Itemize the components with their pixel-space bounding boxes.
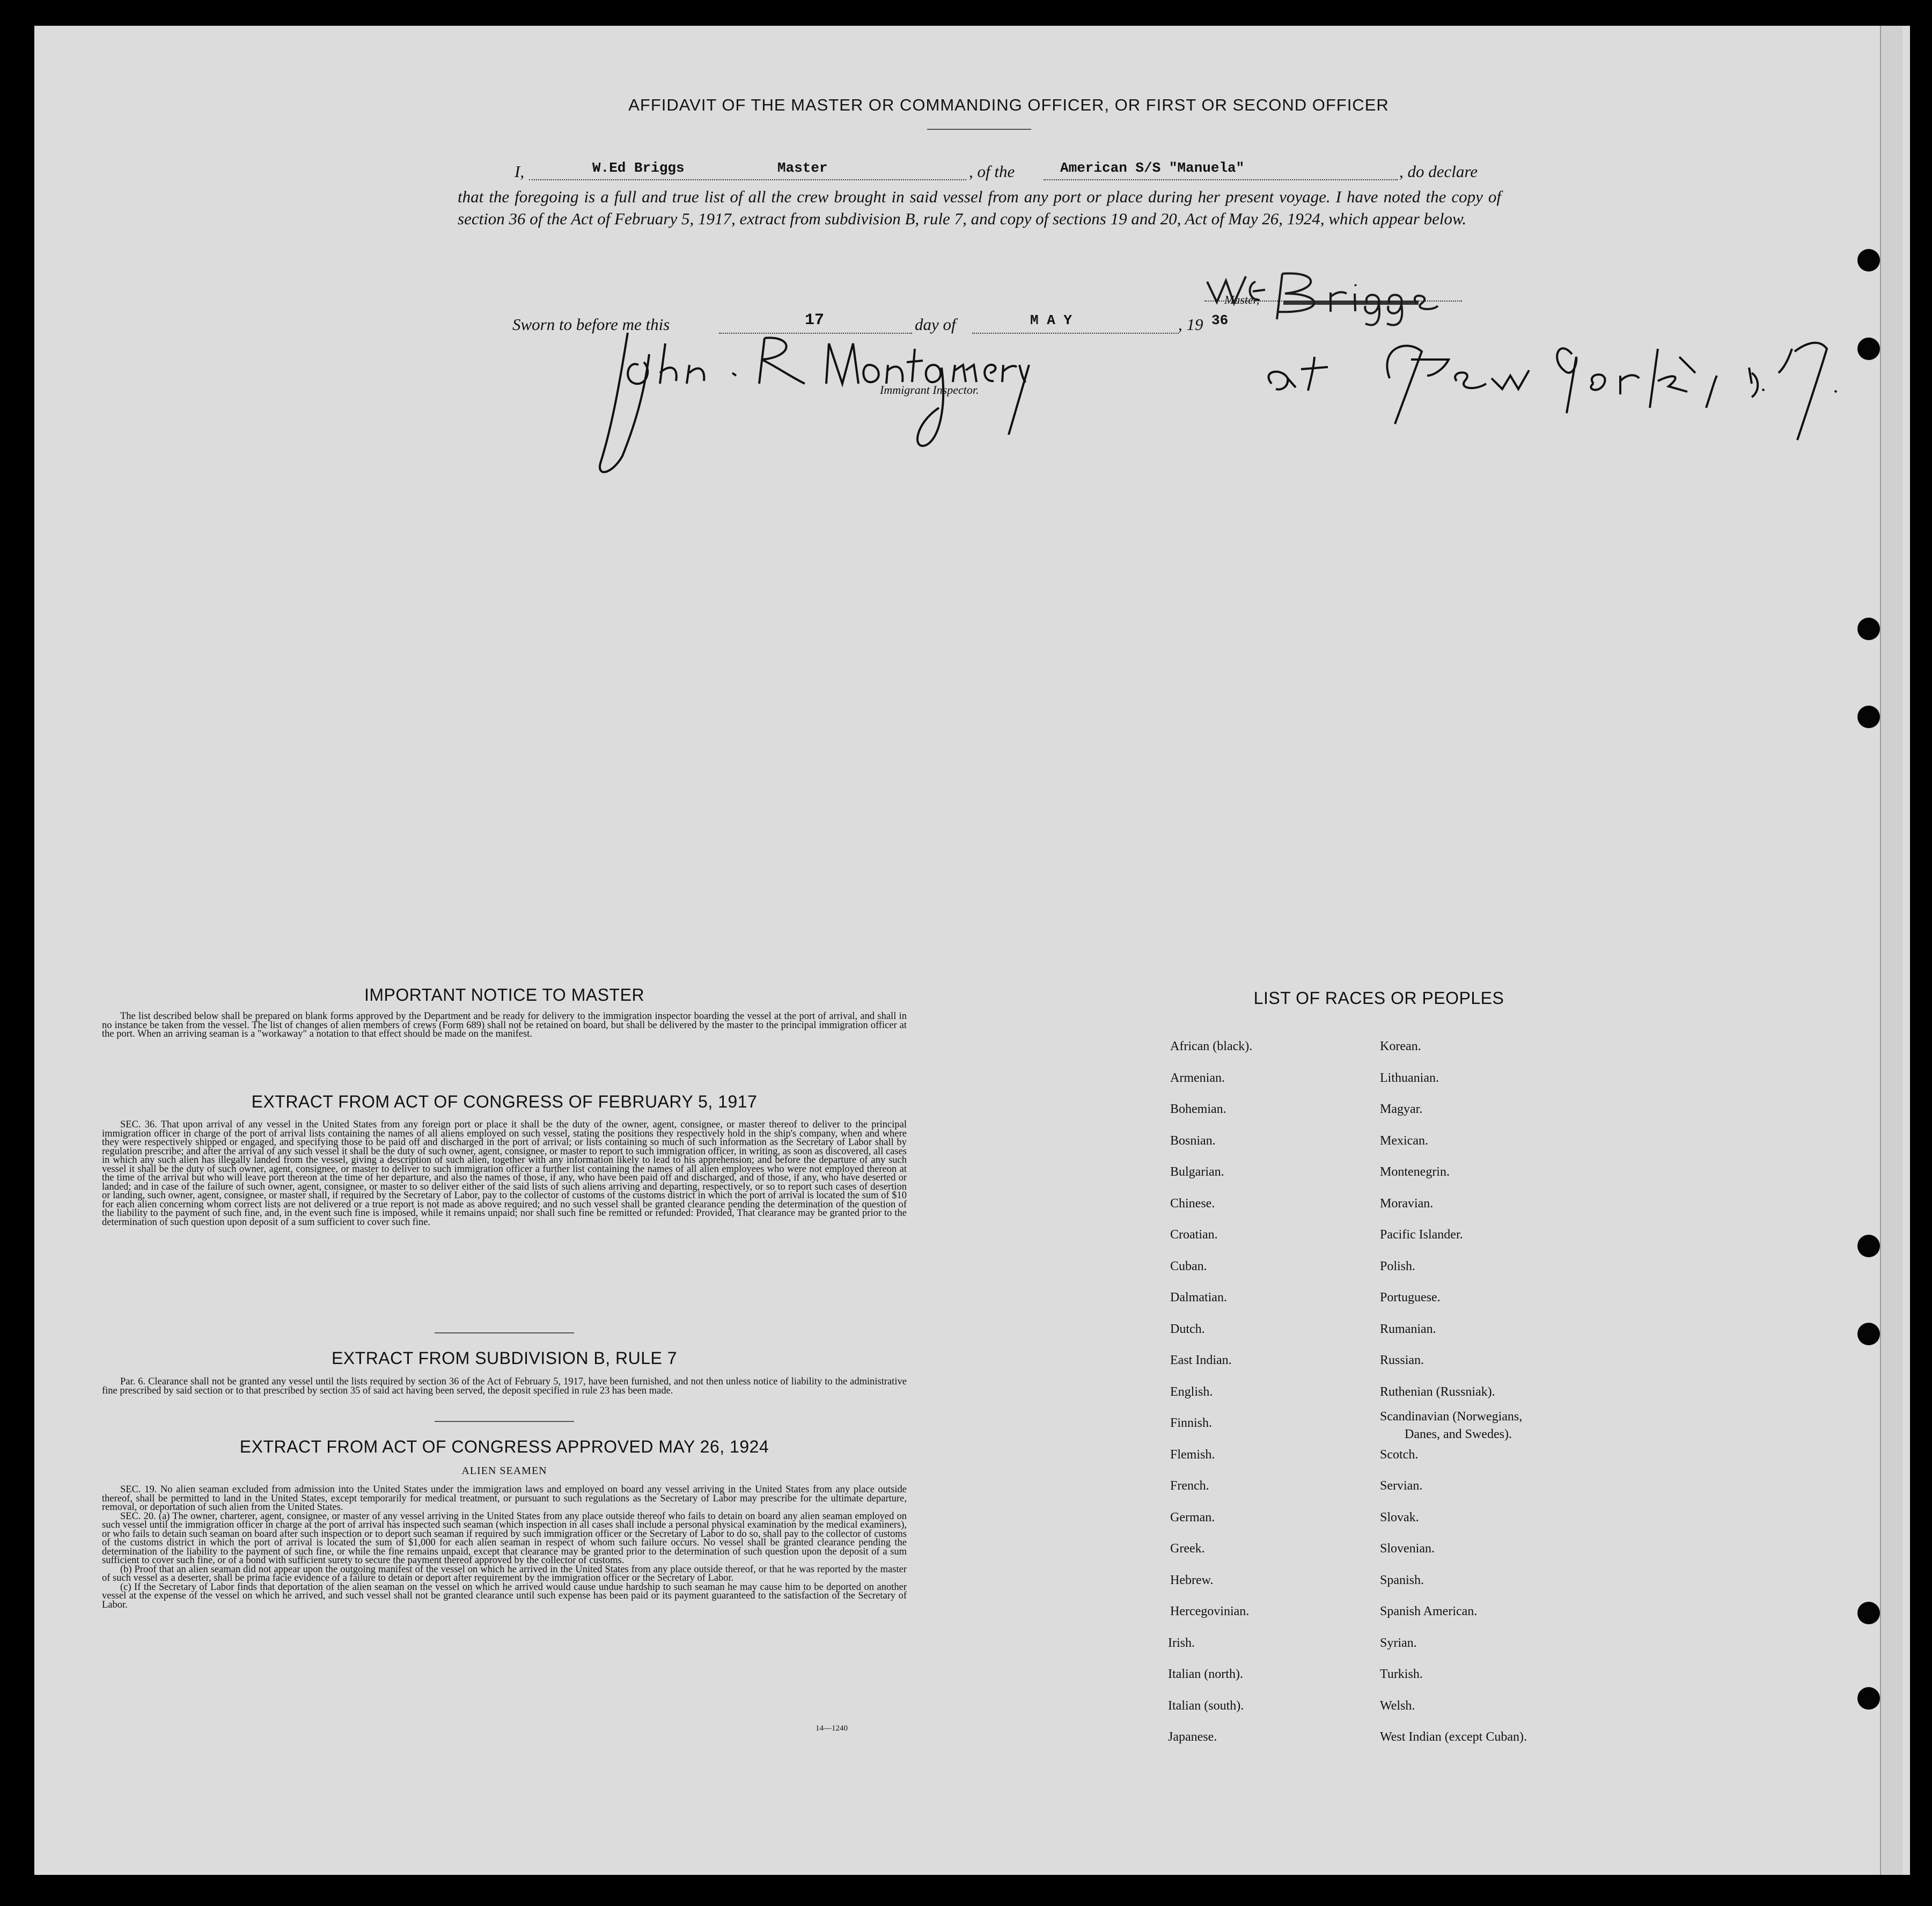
binder-hole <box>1857 1235 1880 1257</box>
year-prefix: , 19 <box>1178 315 1203 334</box>
sworn-year: 36 <box>1211 312 1229 328</box>
race-item: Cuban. <box>1170 1259 1207 1273</box>
notice-text <box>102 1012 907 1039</box>
master-signature <box>1196 260 1443 330</box>
race-item: Scandinavian (Norwegians, <box>1380 1410 1523 1424</box>
race-item: Greek. <box>1170 1542 1205 1556</box>
section-divider <box>435 1421 574 1422</box>
page-edge <box>1880 26 1902 1875</box>
race-item: Bosnian. <box>1170 1133 1216 1148</box>
extract-1924-text <box>102 1485 907 1609</box>
section-divider <box>435 1332 574 1333</box>
race-item: Chinese. <box>1170 1196 1215 1211</box>
master-label: Master, <box>1224 293 1260 306</box>
race-item: Slovenian. <box>1380 1542 1435 1556</box>
sec-19-paragraph: SEC. 19. No alien seaman excluded from admission into the United States under the immigration laws and employed on board any vessel arriving in the United States from any place outside thereof, shall be permitted to land in the United States, except temporarily for medical treatment, or pursuant to such regulations as the Secretary of Labor may prescribe for the ultimate departure, removal, or deportation of such alien from the United States. <box>102 1484 907 1513</box>
sec-20b-paragraph: (b) Proof that an alien seaman did not appear upon the outgoing manifest of the vessel on which he arrived in the United States from any place outside thereof, or that he was reported by the master of such vessel as a deserter, shall be prima facie evidence of a failure to detain or deport after requirement by the immigration officer or the Secretary of Labor. <box>102 1564 907 1584</box>
race-item: Hebrew. <box>1170 1573 1214 1587</box>
sworn-day: 17 <box>805 311 825 329</box>
name-dotted-line <box>529 179 966 180</box>
alien-seamen-subtitle: ALIEN SEAMEN <box>461 1465 547 1477</box>
race-item: Portuguese. <box>1380 1291 1441 1304</box>
race-item: Montenegrin. <box>1380 1165 1450 1179</box>
race-item: Polish. <box>1380 1259 1416 1273</box>
notice-title: IMPORTANT NOTICE TO MASTER <box>364 985 645 1005</box>
race-item: Ruthenian (Russniak). <box>1380 1384 1495 1399</box>
race-item: Servian. <box>1380 1479 1423 1493</box>
extract-rule7-title: EXTRACT FROM SUBDIVISION B, RULE 7 <box>331 1348 678 1368</box>
race-item: Hercegovinian. <box>1170 1604 1250 1618</box>
sworn-label: Sworn to before me this <box>512 315 670 334</box>
affidavit-pronoun: I, <box>515 162 525 181</box>
race-item: Rumanian. <box>1380 1322 1436 1336</box>
race-item: Moravian. <box>1380 1196 1434 1211</box>
binder-hole <box>1857 338 1880 360</box>
race-item: Dutch. <box>1170 1322 1205 1336</box>
race-item: Lithuanian. <box>1380 1071 1439 1085</box>
binder-hole <box>1857 706 1880 728</box>
race-item: Italian (south). <box>1168 1698 1244 1713</box>
race-item: German. <box>1170 1510 1215 1524</box>
race-item: African (black). <box>1170 1039 1253 1053</box>
affidavit-title: AFFIDAVIT OF THE MASTER OR COMMANDING OFFICER, OR FIRST OR SECOND OFFICER <box>628 96 1389 114</box>
extract-1917-title: EXTRACT FROM ACT OF CONGRESS OF FEBRUARY 5, 1917 <box>251 1092 758 1111</box>
extract-rule7-text <box>102 1377 907 1395</box>
race-item: Italian (north). <box>1168 1667 1243 1681</box>
faint-stamp <box>1674 90 1781 112</box>
notice-paragraph: The list described below shall be prepared on blank forms approved by the Department and be ready for delivery to the immigration inspector boarding the vessel at the port of arrival, and shall in no instance be taken from the vessel. The list of changes of alien members of crews (Form 689) shall not be retained on board, but shall be delivered by the master to the principal immigration officer at the port. When an arriving seaman is a "workaway" a notation to that effect should be made on the manifest. <box>102 1011 907 1039</box>
binder-hole <box>1857 1687 1880 1710</box>
affidavit-body: that the foregoing is a full and true list of all the crew brought in said vessel from any port or place during her present voyage. I have noted the copy of section 36 of the Act of February 5, 1917, extract from subdivision B, rule 7, and copy of sections 19 and 20, Act of May 26, 1924, which appear below. <box>458 187 1501 228</box>
race-item: Russian. <box>1380 1353 1424 1367</box>
race-item: Turkish. <box>1380 1667 1423 1681</box>
race-item: Finnish. <box>1170 1416 1213 1430</box>
race-item: Welsh. <box>1380 1698 1415 1713</box>
race-item: Korean. <box>1380 1039 1421 1053</box>
race-item: Scotch. <box>1380 1447 1419 1462</box>
form-number: 14—1240 <box>816 1724 848 1733</box>
race-item: East Indian. <box>1170 1353 1232 1367</box>
race-item: Mexican. <box>1380 1133 1428 1148</box>
race-item: Spanish. <box>1380 1573 1424 1587</box>
race-item: Bulgarian. <box>1170 1165 1224 1179</box>
race-item: Flemish. <box>1170 1447 1215 1462</box>
race-item: Magyar. <box>1380 1102 1423 1116</box>
race-item: French. <box>1170 1479 1209 1493</box>
race-item: Dalmatian. <box>1170 1291 1227 1304</box>
vessel-name: American S/S "Manuela" <box>1060 160 1245 176</box>
race-item: Japanese. <box>1168 1730 1217 1744</box>
race-continuation: Danes, and Swedes). <box>1405 1427 1512 1441</box>
vessel-dotted-line <box>1044 179 1398 180</box>
race-item: Syrian. <box>1380 1636 1417 1650</box>
race-item: Spanish American. <box>1380 1604 1478 1618</box>
sec-20a-paragraph: SEC. 20. (a) The owner, charterer, agent, consignee, or master of any vessel arriving in the United States from any place outside thereof who fails to detain on board any alien seaman employed on such vessel until the immigration officer in charge at the port of arrival has inspected such seaman (which inspection in all cases shall include a personal physical examination by the medical examiners), or who fails to detain such seaman on board after such inspection or to deport such seaman if required by such immigration officer or the Secretary of Labor to do so, shall pay to the collector of customs of the customs district in which the port of arrival is located the sum of $1,000 for each alien seaman in respect of whom such failure occurs. No vessel shall be granted clearance pending the determination of the liability to the payment of such fine, or while the fine remains unpaid, except that clearance may be granted prior to the determination of such question upon the deposit of a sum sufficient to cover such fine, or of a bond with sufficient surety to secure the payment thereof approved by the collector of customs. <box>102 1511 907 1566</box>
extract-1917-text <box>102 1120 907 1227</box>
race-item: English. <box>1170 1384 1213 1399</box>
sec-36-paragraph: SEC. 36. That upon arrival of any vessel in the United States from any foreign port or place it shall be the duty of the owner, agent, consignee, or master thereof to deliver to the principal immigration officer in charge of the port of arrival lists containing the names of all aliens employed on such vessel, stating the positions they respectively hold in the ship's company, when and where they were respectively shipped or engaged, and specifying those to be paid off and discharged in the port of arrival; or lists containing so much of such information as the Secretary of Labor shall by regulation prescribe; and after the arrival of any such vessel it shall be the duty of such owner, agent, consignee, or master to report to such immigration officer, in writing, as soon as discovered, all cases in which any such alien has illegally landed from the vessel, giving a description of such alien, together with any information likely to lead to his apprehension; and before the departure of any such vessel it shall be the duty of such owner, agent, consignee, or master to deliver to such immigration officer a further list containing the names of all alien employees who were not employed thereon at the time of the arrival but who will leave port thereon at the time of her departure, and also the names of those, if any, who have been paid off and discharged, and of those, if any, who have deserted or landed; and in case of the failure of such owner, agent, consignee, or master to so deliver either of the said lists of such aliens arriving and departing, respectively, or so to report such cases of desertion or landing, such owner, agent, consignee, or master shall, if required by the Secretary of Labor, pay to the collector of customs of the customs district in which the port of arrival is located the sum of $10 for each alien concerning whom correct lists are not delivered or a true report is not made as above required; and no such vessel shall be granted clearance pending the determination of the question of the liability to the payment of such fine, and, in the event such fine is imposed, while it remains unpaid; nor shall such fine be remitted or refunded: Provided, That clearance may be granted prior to the determination of such question upon deposit of a sum sufficient to cover such fine. <box>102 1119 907 1228</box>
location-handwriting <box>1250 327 1846 456</box>
binder-hole <box>1857 249 1880 272</box>
extract-1924-title: EXTRACT FROM ACT OF CONGRESS APPROVED MAY 26, 1924 <box>239 1437 769 1456</box>
sworn-month: M A Y <box>1030 312 1072 328</box>
race-item: Slovak. <box>1380 1510 1419 1524</box>
binder-hole <box>1857 1323 1880 1345</box>
day-of-label: day of <box>915 315 956 334</box>
inspector-label: Immigrant Inspector. <box>880 383 979 397</box>
master-name: W.Ed Briggs <box>592 160 685 176</box>
rule7-paragraph: Par. 6. Clearance shall not be granted any vessel until the lists required by section 36 of the Act of February 5, 1917, have been furnished, and not then unless notice of liability to the administrative fine prescribed by said section or to that prescribed by section 35 of said act having been served, the deposit specified in rule 23 has been made. <box>102 1376 907 1396</box>
binder-hole <box>1857 1602 1880 1624</box>
race-item: Pacific Islander. <box>1380 1228 1463 1242</box>
sec-20c-paragraph: (c) If the Secretary of Labor finds that deportation of the alien seaman on the vessel on which he arrived would cause undue hardship to such seaman he may cause him to be deported on another vessel at the expense of the vessel on which he arrived, and such vessel shall not be granted clearance until such expense has been paid or its payment guaranteed to the satisfaction of the Secretary of Labor. <box>102 1581 907 1610</box>
do-declare-label: , do declare <box>1399 162 1478 181</box>
race-item: Croatian. <box>1170 1228 1218 1242</box>
inspector-signature <box>590 322 1030 483</box>
race-item: Bohemian. <box>1170 1102 1226 1116</box>
race-item: Armenian. <box>1170 1071 1225 1085</box>
race-item: West Indian (except Cuban). <box>1380 1730 1527 1744</box>
title-rule <box>927 129 1031 130</box>
race-item: Irish. <box>1168 1636 1195 1650</box>
master-rank: Master <box>777 160 828 176</box>
of-the-label: , of the <box>969 162 1015 181</box>
binder-hole <box>1857 618 1880 640</box>
races-title: LIST OF RACES OR PEOPLES <box>1253 988 1504 1008</box>
